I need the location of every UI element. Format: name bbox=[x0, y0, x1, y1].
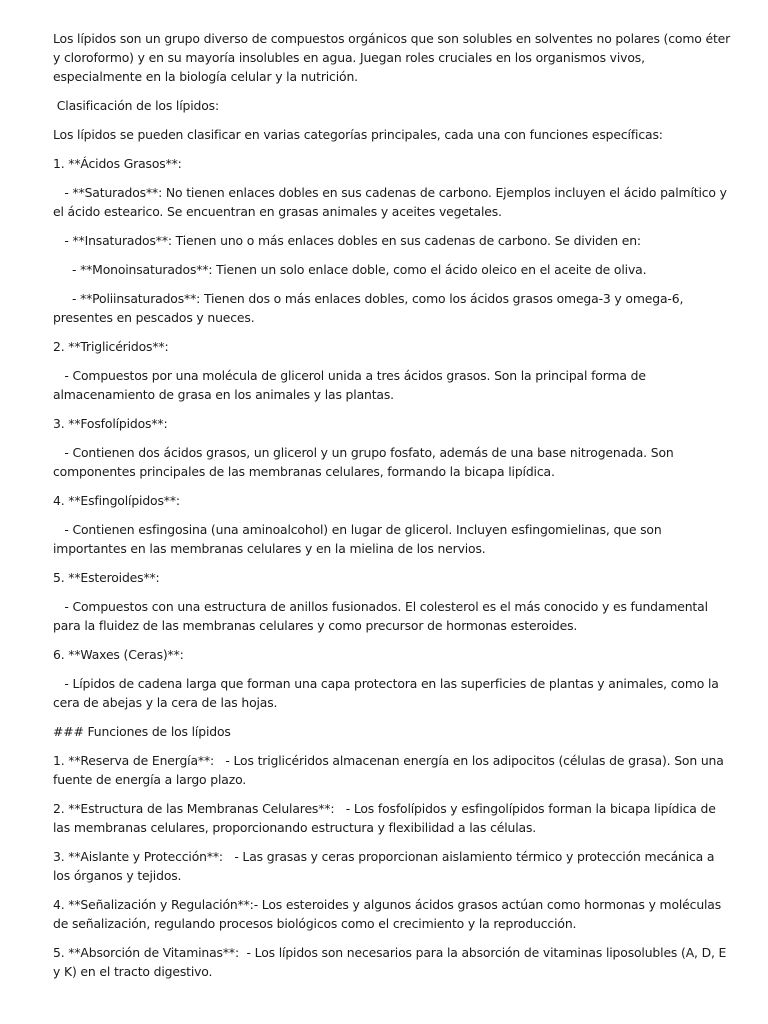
document-body bbox=[53, 29, 734, 991]
sub-item-waxes-desc: - Lípidos de cadena larga que forman una capa protectora en las superficies de plantas y animales, como la cera de abejas y la cera de las hojas. bbox=[53, 676, 723, 710]
sub-item-steroids-desc: - Compuestos con una estructura de anillos fusionados. El colesterol es el más conocido y es fundamental para la fluidez de las membranas celulares y como precursor de hormonas esteroides. bbox=[53, 599, 712, 633]
section-heading-classification: Clasificación de los lípidos: bbox=[53, 98, 219, 113]
section-heading-functions: ### Funciones de los lípidos bbox=[53, 724, 231, 739]
function-item-insulation: 3. **Aislante y Protección**: - Las grasas y ceras proporcionan aislamiento térmico y protección mecánica a los órganos y tejidos. bbox=[53, 849, 719, 883]
list-item-triglycerides: 2. **Triglicéridos**: bbox=[53, 339, 169, 354]
function-item-membranes: 2. **Estructura de las Membranas Celulares**: - Los fosfolípidos y esfingolípidos forman la bicapa lipídica de las membranas celulares, proporcionando estructura y flexibilidad a las células. bbox=[53, 801, 720, 835]
list-item-fatty-acids: 1. **Ácidos Grasos**: bbox=[53, 156, 182, 171]
list-item-steroids: 5. **Esteroides**: bbox=[53, 570, 160, 585]
sub-item-phospholipids-desc: - Contienen dos ácidos grasos, un glicerol y un grupo fosfato, además de una base nitrogenada. Son componentes principales de las membranas celulares, formando la bicapa lipídica. bbox=[53, 445, 678, 479]
sub-item-sphingolipids-desc: - Contienen esfingosina (una aminoalcohol) en lugar de glicerol. Incluyen esfingomielinas, que son importantes en las membranas celulares y en la mielina de los nervios. bbox=[53, 522, 666, 556]
list-item-phospholipids: 3. **Fosfolípidos**: bbox=[53, 416, 168, 431]
sub-item-unsaturated: - **Insaturados**: Tienen uno o más enlaces dobles en sus cadenas de carbono. Se dividen en: bbox=[53, 233, 641, 248]
function-item-vitamins: 5. **Absorción de Vitaminas**: - Los lípidos son necesarios para la absorción de vitaminas liposolubles (A, D, E y K) en el tracto digestivo. bbox=[53, 945, 731, 979]
list-item-waxes: 6. **Waxes (Ceras)**: bbox=[53, 647, 184, 662]
function-item-signaling: 4. **Señalización y Regulación**:- Los esteroides y algunos ácidos grasos actúan como hormonas y moléculas de señalización, regulando procesos biológicos como el crecimiento y la reproducción. bbox=[53, 897, 725, 931]
sub-item-triglycerides-desc: - Compuestos por una molécula de glicerol unida a tres ácidos grasos. Son la principal forma de almacenamiento de grasa en los animales y las plantas. bbox=[53, 368, 650, 402]
classification-intro: Los lípidos se pueden clasificar en varias categorías principales, cada una con funciones específicas: bbox=[53, 127, 663, 142]
sub-item-monounsaturated: - **Monoinsaturados**: Tienen un solo enlace doble, como el ácido oleico en el aceite de oliva. bbox=[53, 262, 647, 277]
list-item-sphingolipids: 4. **Esfingolípidos**: bbox=[53, 493, 180, 508]
sub-item-polyunsaturated: - **Poliinsaturados**: Tienen dos o más enlaces dobles, como los ácidos grasos omega-3 y omega-6, presentes en pescados y nueces. bbox=[53, 291, 688, 325]
sub-item-saturated: - **Saturados**: No tienen enlaces dobles en sus cadenas de carbono. Ejemplos incluyen el ácido palmítico y el ácido estearico. Se encuentran en grasas animales y aceites vegetales. bbox=[53, 185, 731, 219]
function-item-energy: 1. **Reserva de Energía**: - Los triglicéridos almacenan energía en los adipocitos (células de grasa). Son una fuente de energía a largo plazo. bbox=[53, 753, 728, 787]
intro-paragraph: Los lípidos son un grupo diverso de compuestos orgánicos que son solubles en solventes no polares (como éter y cloroformo) y en su mayoría insolubles en agua. Juegan roles cruciales en los organismos vivos, especialmente en la biología celular y la nutrición. bbox=[53, 31, 734, 84]
